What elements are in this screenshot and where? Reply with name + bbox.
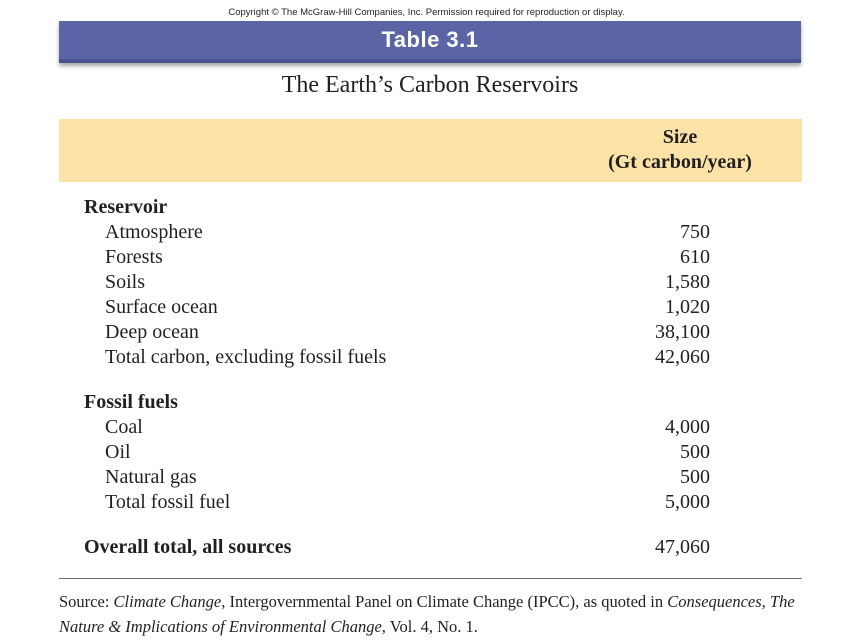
column-header-size: Size <box>662 126 698 148</box>
row-label: Oil <box>105 441 131 463</box>
section-heading-label: Reservoir <box>84 196 168 218</box>
row-value: 500 <box>680 466 710 488</box>
table-row <box>0 415 853 440</box>
table-row <box>0 245 853 270</box>
table-row-subtotal <box>0 345 853 370</box>
table-row <box>0 465 853 490</box>
column-header-unit: (Gt carbon/year) <box>608 151 752 173</box>
row-label: Coal <box>105 416 143 438</box>
table-row-subtotal <box>0 490 853 515</box>
source-prefix: Source: <box>59 592 114 611</box>
table-row <box>0 220 853 245</box>
row-value: 1,580 <box>665 271 710 293</box>
table-row <box>0 440 853 465</box>
row-value: 1,020 <box>665 296 710 318</box>
row-label: Soils <box>105 271 146 293</box>
row-label: Natural gas <box>105 466 197 488</box>
section-heading-label: Fossil fuels <box>84 391 178 413</box>
table-title: The Earth’s Carbon Reservoirs <box>281 72 579 98</box>
section-heading-fossil-fuels <box>0 390 853 415</box>
table-banner <box>59 21 801 63</box>
row-label: Deep ocean <box>105 321 199 343</box>
row-label: Atmosphere <box>105 221 203 243</box>
row-label: Surface ocean <box>105 296 218 318</box>
table-row <box>0 295 853 320</box>
row-label: Overall total, all sources <box>84 536 292 558</box>
footer-divider <box>59 578 802 579</box>
source-middle: , Intergovernmental Panel on Climate Change (IPCC), as quoted in <box>221 592 668 611</box>
row-value: 47,060 <box>655 536 710 558</box>
source-note <box>59 589 819 639</box>
table-number: Table 3.1 <box>381 27 479 52</box>
row-value: 38,100 <box>655 321 710 343</box>
row-value: 5,000 <box>665 491 710 513</box>
row-label: Total carbon, excluding fossil fuels <box>105 346 387 368</box>
table-row <box>0 320 853 345</box>
source-work-climate-change: Climate Change <box>113 592 222 611</box>
row-value: 610 <box>680 246 710 268</box>
row-value: 750 <box>680 221 710 243</box>
row-label: Forests <box>105 246 163 268</box>
table-row <box>0 270 853 295</box>
source-suffix: , Vol. 4, No. 1. <box>381 617 478 636</box>
row-label: Total fossil fuel <box>105 491 231 513</box>
row-value: 4,000 <box>665 416 710 438</box>
copyright-notice: Copyright © The McGraw-Hill Companies, Inc. Permission required for reproduction or display. <box>228 7 625 18</box>
source-work-consequences: Consequences, The Nature & Implications of Environmental Change <box>59 592 795 636</box>
row-value: 42,060 <box>655 346 710 368</box>
table-row-overall-total <box>0 535 853 560</box>
section-heading-reservoir <box>0 195 853 220</box>
row-value: 500 <box>680 441 710 463</box>
